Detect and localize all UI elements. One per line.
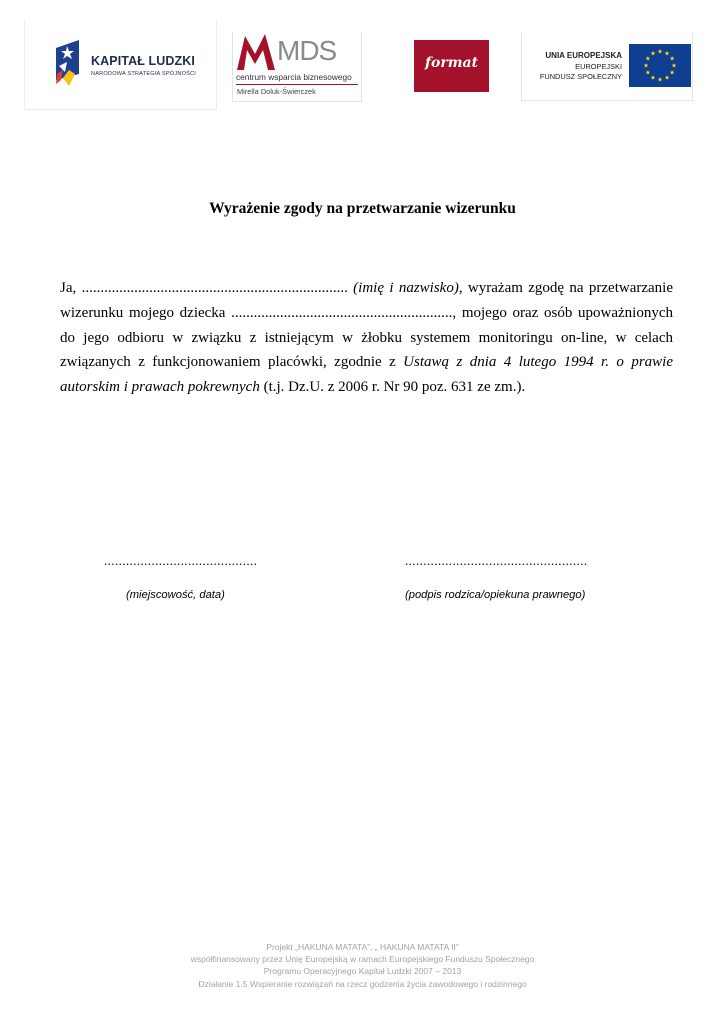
eu-star xyxy=(665,75,670,79)
consent-text-part-1: Ja, ....................................................................... xyxy=(60,280,354,296)
eu-star xyxy=(651,75,656,79)
mds-divider xyxy=(236,84,358,85)
footer xyxy=(0,941,725,990)
mds-logo xyxy=(232,32,362,102)
eu-star xyxy=(665,51,670,55)
kapital-ludzki-logo xyxy=(24,20,217,110)
eu-star xyxy=(672,63,677,67)
kapital-ludzki-title: KAPITAŁ LUDZKI xyxy=(91,54,195,68)
eu-star xyxy=(646,56,651,60)
footer-line-2: współfinansowany przez Unię Europejską w ramach Europejskiego Funduszu Społecznego xyxy=(190,954,535,965)
eu-line-3: FUNDUSZ SPOŁECZNY xyxy=(539,72,622,81)
footer-line-1: Projekt „HAKUNA MATATA”, „ HAKUNA MATATA II” xyxy=(266,942,459,952)
eu-star xyxy=(670,56,675,60)
eu-star xyxy=(658,77,663,81)
kapital-ludzki-subtitle: NARODOWA STRATEGIA SPÓJNOŚCI xyxy=(91,71,197,77)
law-reference: Ustawą z dnia 4 lutego 1994 r. o prawie autorskim i prawach pokrewnych xyxy=(60,354,673,396)
eu-star xyxy=(646,70,651,74)
eu-star xyxy=(644,63,649,67)
format-logo-text: format xyxy=(424,55,479,71)
eu-line-2: EUROPEJSKI xyxy=(575,62,622,71)
mds-mark: MDS xyxy=(277,35,337,66)
name-hint: (imię i nazwisko) xyxy=(353,280,459,296)
consent-text-part-2: , wyrażam zgodę na przetwarzanie wizerunku mojego dziecka ..........................................................., mojego oraz osób upoważnionych do jego odbioru w związku z istniejącym w żłobku systemem monitoringu on-line, w celach związanych z funkcjonowaniem placówki, zgodnie z xyxy=(60,280,673,371)
place-date-field[interactable]: .......................................... xyxy=(104,553,258,568)
eu-star xyxy=(670,70,675,74)
eu-line-1: UNIA EUROPEJSKA xyxy=(545,51,622,60)
format-logo xyxy=(414,40,489,92)
consent-text-part-3: (t.j. Dz.U. z 2006 r. Nr 90 poz. 631 ze zm.). xyxy=(259,379,526,396)
signature-field[interactable]: .................................................. xyxy=(405,553,588,568)
consent-paragraph xyxy=(60,276,673,400)
eu-logo xyxy=(521,33,693,101)
mds-tagline: centrum wsparcia biznesowego xyxy=(236,72,352,82)
mds-owner: Mirella Doluk-Świerczek xyxy=(237,87,316,96)
footer-line-3: Programu Operacyjnego Kapitał Ludzki 2007 – 2013 xyxy=(263,966,462,977)
eu-flag-icon xyxy=(629,44,691,87)
eu-star xyxy=(651,51,656,55)
mds-m-emblem-icon xyxy=(235,32,281,72)
kapital-ludzki-emblem-icon xyxy=(53,40,83,90)
document-title: Wyrażenie zgody na przetwarzanie wizerunku xyxy=(209,200,516,217)
signature-label: (podpis rodzica/opiekuna prawnego) xyxy=(405,589,586,601)
eu-star xyxy=(658,49,663,53)
footer-line-4: Działanie 1.5 Wspieranie rozwiązań na rzecz godzenia życia zawodowego i rodzinnego xyxy=(198,978,527,989)
place-date-label: (miejscowość, data) xyxy=(126,589,225,601)
